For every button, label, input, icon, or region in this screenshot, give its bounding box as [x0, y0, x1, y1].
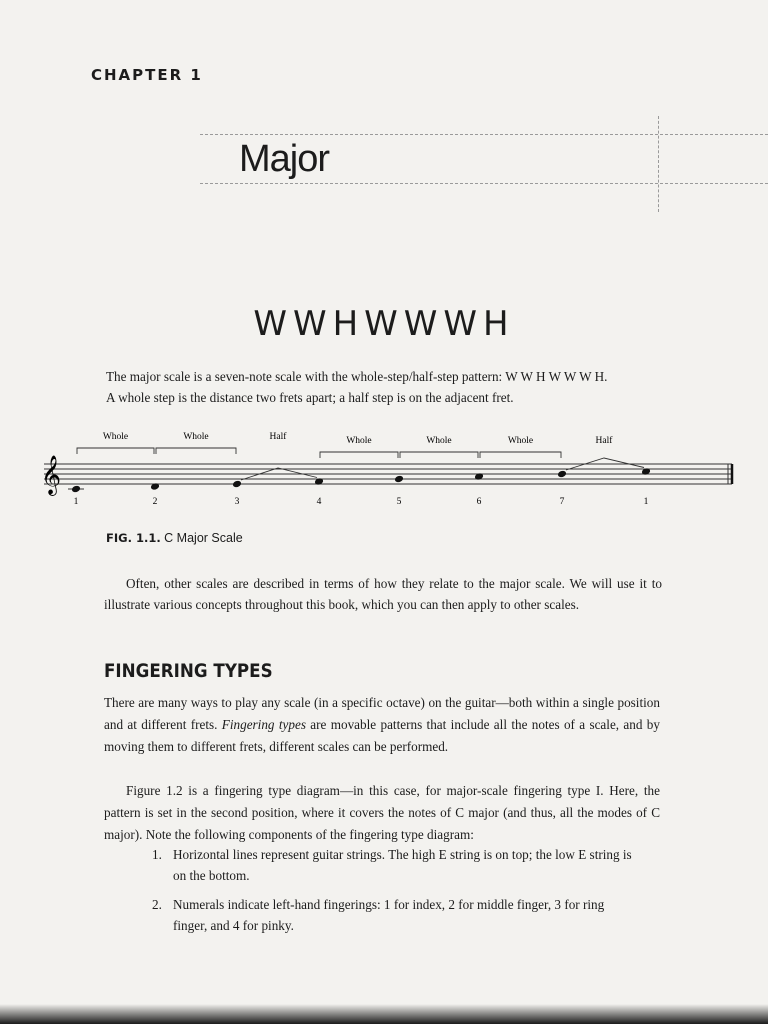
scale-degree-number: 6	[476, 497, 482, 507]
header-guide-line	[200, 183, 768, 184]
list-item-number: 2.	[152, 897, 162, 912]
figure-caption	[106, 531, 243, 545]
numbered-list	[148, 844, 638, 944]
step-label: Half	[269, 432, 287, 442]
step-label: Whole	[507, 436, 534, 446]
body-paragraph: Figure 1.2 is a fingering type diagram—in this case, for major-scale fingering type I. Here, the pattern is set in the second position, where it covers the notes of C major (and thus, all the modes of C major). Note the following components of the fingering type diagram:	[104, 783, 660, 842]
list-item	[148, 894, 638, 936]
intro-line-1: The major scale is a seven-note scale with the whole-step/half-step pattern: W W H W W W H.	[106, 369, 608, 384]
note-head	[150, 482, 160, 491]
header-guide-line	[658, 116, 659, 212]
note-head	[232, 480, 242, 489]
step-label: Whole	[426, 436, 452, 446]
scale-degree-number: 2	[152, 497, 158, 507]
body-paragraph: Often, other scales are described in terms of how they relate to the major scale. We will use it to illustrate various concepts throughout this book, which you can then apply to other scales.	[104, 576, 662, 612]
figure-caption-label: FIG. 1.1.	[106, 531, 161, 545]
scale-degree-number: 5	[396, 497, 402, 507]
body-paragraph	[104, 692, 660, 758]
note-head	[394, 475, 404, 484]
step-label: Whole	[102, 432, 129, 442]
step-label: Half	[595, 436, 613, 446]
note-head	[557, 470, 567, 479]
step-label: Whole	[183, 432, 209, 442]
header-guide-line	[200, 134, 768, 135]
chapter-title: Major	[239, 138, 330, 180]
scale-degree-number: 7	[559, 497, 565, 507]
intro-line-2: A whole step is the distance two frets apart; a half step is on the adjacent fret.	[106, 390, 514, 405]
whole-step-bracket	[320, 452, 398, 458]
scale-degree-number: 4	[316, 497, 322, 507]
figure-caption-text: C Major Scale	[164, 531, 243, 545]
text-run: are movable patterns that include all the notes of a scale, and by moving them to different frets, different scales can be performed.	[104, 717, 660, 754]
emphasis-text: Fingering types	[221, 717, 306, 732]
treble-clef-icon: 𝄞	[41, 457, 62, 494]
list-item-number: 1.	[152, 847, 162, 862]
scale-degree-number: 1	[643, 497, 649, 507]
whole-step-bracket	[77, 448, 154, 454]
text-run: There are many ways to play any scale (in a specific octave) on the guitar—both within a single position and at different frets.	[104, 695, 660, 732]
scale-degree-number: 3	[234, 497, 240, 507]
step-label: Whole	[346, 436, 372, 446]
list-item	[148, 844, 638, 886]
note-head	[474, 472, 484, 481]
note-head	[641, 467, 651, 476]
section-heading: FINGERING TYPES	[104, 660, 273, 682]
c-major-scale-figure	[38, 424, 738, 516]
chapter-label: CHAPTER 1	[91, 66, 203, 84]
intro-paragraph	[106, 366, 686, 408]
list-item-text: Numerals indicate left-hand fingerings: 1 for index, 2 for middle finger, 3 for ring finger, and 4 for pinky.	[173, 897, 605, 933]
note-head	[71, 485, 81, 494]
whole-step-bracket	[400, 452, 478, 458]
whole-step-bracket	[156, 448, 236, 454]
step-pattern-heading: WWHWWWH	[253, 304, 515, 344]
note-head	[314, 477, 324, 486]
scale-degree-number: 1	[73, 497, 79, 507]
page-bottom-shadow	[0, 1004, 768, 1024]
whole-step-bracket	[480, 452, 561, 458]
list-item-text: Horizontal lines represent guitar strings. The high E string is on top; the low E string is on the bottom.	[173, 847, 632, 883]
